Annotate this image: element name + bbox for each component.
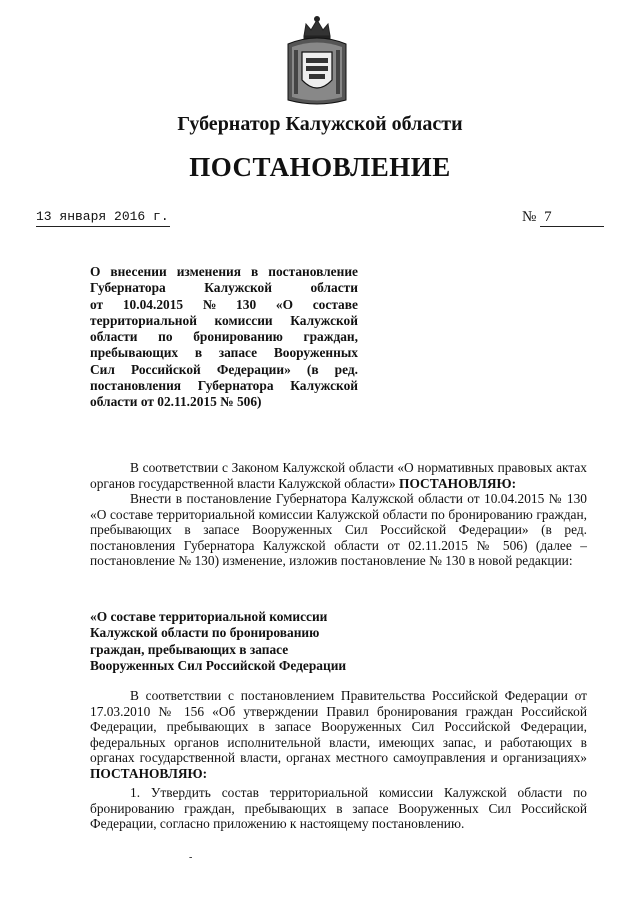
decree-keyword: ПОСТАНОВЛЯЮ: xyxy=(399,475,517,491)
coat-of-arms-emblem xyxy=(282,14,352,110)
number-value: 7 xyxy=(540,209,604,227)
basis-paragraph xyxy=(90,688,587,782)
document-type-title: ПОСТАНОВЛЕНИЕ xyxy=(189,152,451,182)
basis-text: В соответствии с постановлением Правительства Российской Федерации от 17.03.2010 № 156 «Об утверждении Правил бронирования граждан Российской Федерации, пребывающих в запасе Вооруженных Сил Российской Федерации, федеральных органов исполнительной власти, имеющих запас, и работающих в органах государственной власти, органах местного самоуправления и организациях» xyxy=(90,688,587,766)
document-date: 13 января 2016 г. xyxy=(36,209,170,227)
subject-line: области от 02.11.2015 № 506) xyxy=(90,394,262,410)
decree-keyword: ПОСТАНОВЛЯЮ: xyxy=(90,765,208,781)
subject-line: от 10.04.2015 № 130 «О составе xyxy=(90,296,358,312)
subject-line: Губернатора Калужской области xyxy=(90,280,358,296)
amendment-paragraph: Внести в постановление Губернатора Калужской области от 10.04.2015 № 130 «О составе территориальной комиссии Калужской области по бронированию граждан, пребывающих в запасе Вооруженных Сил Российской Федерации» (в ред. постановления Губернатора Калужской области от 02.11.2015 № 506) (далее – постановление № 130) изменение, изложив постановление № 130 в новой редакции: xyxy=(90,491,587,569)
preamble-text: В соответствии с Законом Калужской области «О нормативных правовых актах органов государственной власти Калужской области» xyxy=(90,460,587,491)
number-label: № xyxy=(522,209,537,225)
organization-name: Губернатор Калужской области xyxy=(177,113,463,135)
new-edition-title: «О составе территориальной комиссии Калужской области по бронированию граждан, пребывающих в запасе Вооруженных Сил Российской Федерации xyxy=(90,609,347,673)
document-number xyxy=(522,209,604,227)
item-1-paragraph: 1. Утвердить состав территориальной комиссии Калужской области по бронированию граждан, пребывающих в запасе Вооруженных Сил Российской Федерации, согласно приложению к настоящему постановлению. xyxy=(90,785,587,832)
subject-line: территориальной комиссии Калужской xyxy=(90,312,358,328)
subject-line: О внесении изменения в постановление xyxy=(90,264,358,279)
subject-line: Сил Российской Федерации» (в ред. xyxy=(90,361,358,377)
subject-line: области по бронированию граждан, xyxy=(90,329,358,345)
page-mark: - xyxy=(189,852,193,863)
preamble-paragraph xyxy=(90,460,587,491)
subject-line: пребывающих в запасе Вооруженных xyxy=(90,345,358,361)
subject-line: постановления Губернатора Калужской xyxy=(90,378,358,394)
document-subject xyxy=(90,264,358,411)
